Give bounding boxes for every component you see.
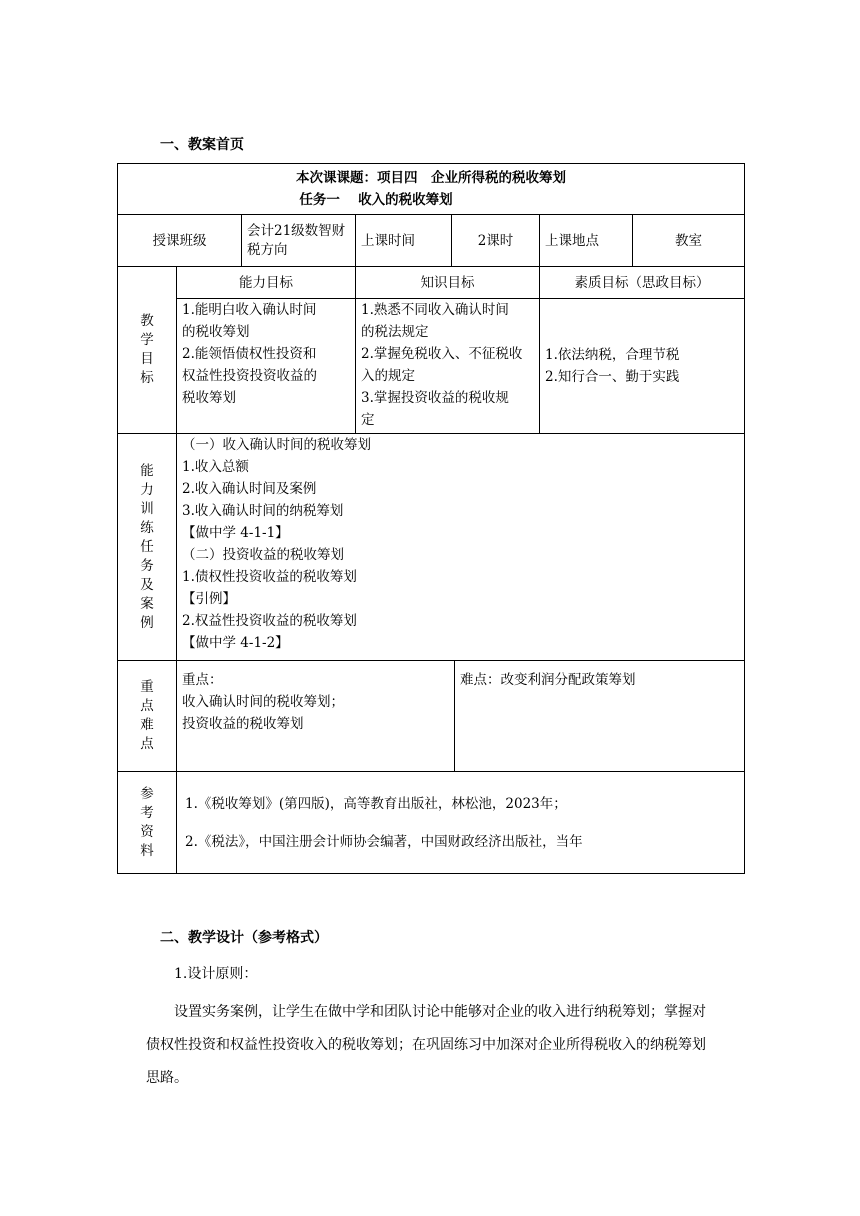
training-line: 3.收入确认时间的纳税筹划 [182,503,344,519]
time-value: 2课时 [452,215,540,267]
reference-item: 1.《税收筹划》(第四版)，高等教育出版社，林松池，2023年； [185,795,567,812]
knowledge-line: 2.掌握免税收入、不征税收 [361,346,523,362]
objectives-header-row [118,267,745,299]
references-row [118,772,745,874]
quality-line: 2.知行合一、勤于实践 [545,369,680,385]
keypoints-row-label [118,661,177,772]
ability-line: 的税收筹划 [182,324,250,340]
training-line: （一）收入确认时间的税收筹划 [182,437,371,453]
time-label: 上课时间 [356,215,452,267]
place-label: 上课地点 [540,215,633,267]
training-line: 【做中学 4-1-2】 [182,635,289,651]
training-label-text: 能力训练任务及案例 [140,462,154,631]
knowledge-line: 入的规定 [361,368,415,384]
objectives-content-row [118,299,745,434]
ability-line: 权益性投资投资收益的 [182,368,317,384]
key-point-line: 投资收益的税收筹划 [182,716,304,732]
lesson-title-cell [118,164,745,215]
ability-line: 1.能明白收入确认时间 [182,302,317,318]
ability-header: 能力目标 [177,267,356,299]
design-principle-subheading: 1.设计原则： [174,966,258,982]
difficult-point-text: 难点：改变利润分配政策筹划 [460,672,636,688]
paragraph-line: 思路。 [146,1070,188,1086]
training-row-label [118,434,177,661]
knowledge-header: 知识目标 [356,267,540,299]
ability-line: 2.能领悟债权性投资和 [182,346,317,362]
training-content [177,434,745,661]
objectives-row-label [118,267,177,434]
training-line: 2.收入确认时间及案例 [182,481,317,497]
knowledge-line: 定 [361,412,375,428]
keypoints-row [118,661,745,772]
quality-objectives [540,299,745,434]
lesson-title-line2: 任务一 收入的税收筹划 [299,192,453,208]
references-row-label [118,772,177,874]
ability-objectives [177,299,356,434]
lesson-plan-table [117,163,745,874]
key-point-line: 重点： [182,672,223,688]
key-points-cell [177,661,455,772]
training-line: 【引例】 [182,591,236,607]
class-value: 会计21级数智财税方向 [242,215,356,267]
knowledge-line: 3.掌握投资收益的税收规 [361,390,509,406]
title-row [118,164,745,215]
knowledge-objectives [356,299,540,434]
references-content [177,772,745,874]
references-label-text: 参考资料 [140,785,154,859]
quality-header: 素质目标（思政目标） [540,267,745,299]
section2-heading: 二、教学设计（参考格式） [160,930,328,946]
training-line: 【做中学 4-1-1】 [182,525,289,541]
class-info-row [118,215,745,267]
quality-line: 1.依法纳税，合理节税 [545,347,680,363]
paragraph-line: 债权性投资和权益性投资收入的税收筹划；在巩固练习中加深对企业所得税收入的纳税筹划 [146,1037,706,1053]
reference-item: 2.《税法》，中国注册会计师协会编著，中国财政经济出版社，当年 [185,833,583,850]
section1-heading: 一、教案首页 [160,137,244,153]
paragraph-line: 设置实务案例，让学生在做中学和团队讨论中能够对企业的收入进行纳税筹划；掌握对 [174,1004,706,1020]
training-line: 1.债权性投资收益的税收筹划 [182,569,357,585]
key-point-line: 收入确认时间的税收筹划； [182,694,344,710]
lesson-title-line1: 本次课课题：项目四 企业所得税的税收筹划 [296,170,567,186]
keypoints-label-text: 重点难点 [140,679,154,752]
training-row [118,434,745,661]
training-line: 2.权益性投资收益的税收筹划 [182,613,357,629]
training-line: （二）投资收益的税收筹划 [182,547,344,563]
ability-line: 税收筹划 [182,390,236,406]
objectives-label-text: 教学目标 [140,313,154,386]
place-value: 教室 [633,215,745,267]
class-label: 授课班级 [118,215,242,267]
difficult-points-cell [455,661,745,772]
knowledge-line: 的税法规定 [361,324,429,340]
knowledge-line: 1.熟悉不同收入确认时间 [361,302,509,318]
training-line: 1.收入总额 [182,459,249,475]
